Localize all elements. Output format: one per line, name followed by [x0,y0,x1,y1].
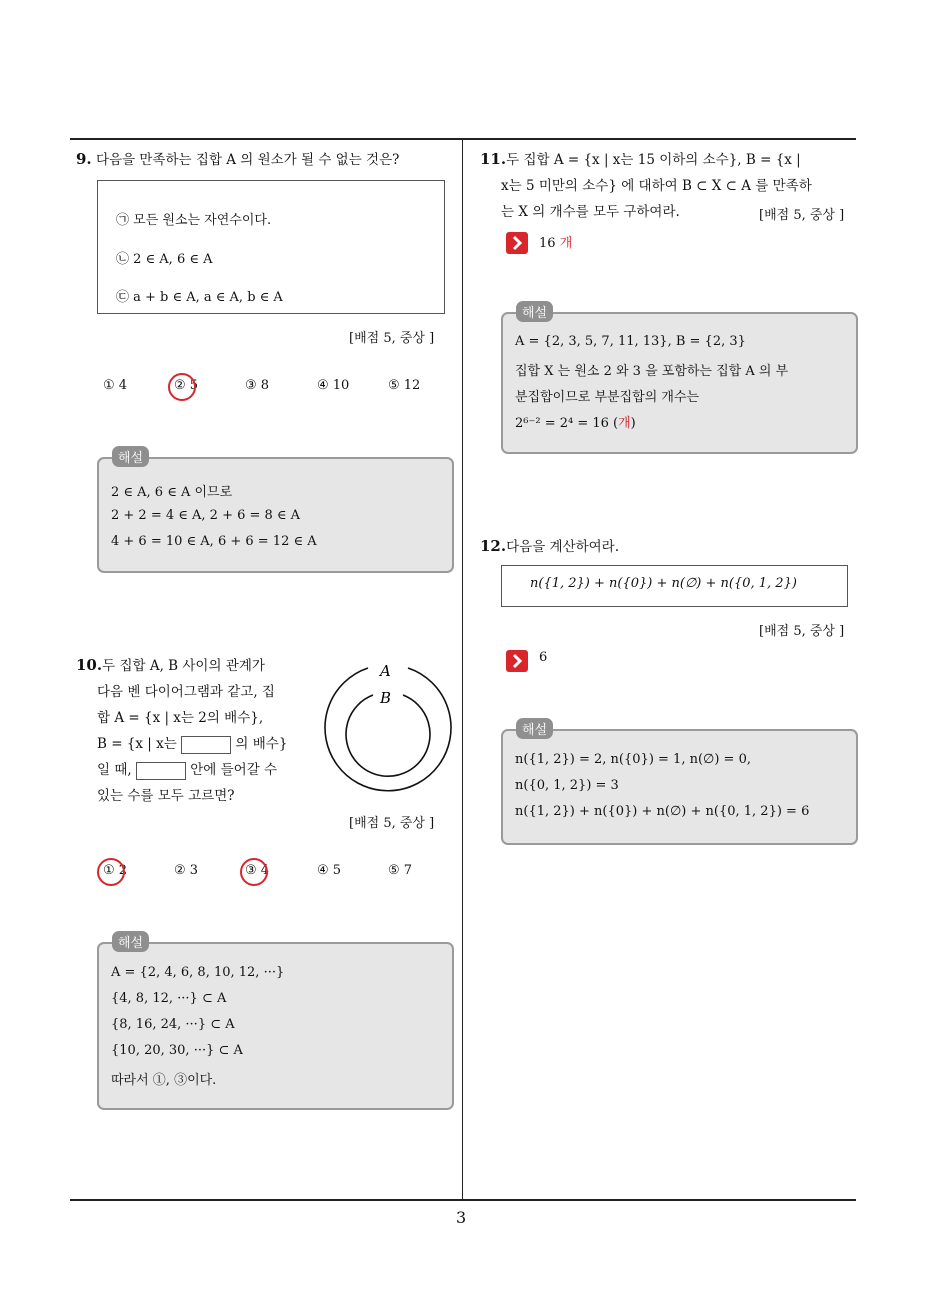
q9-solution-1: 2 ∈ A, 6 ∈ A 이므로 [111,485,233,500]
q11-solution-tag: 해설 [516,301,553,322]
q10-question [76,652,316,809]
q10-solution-5: 따라서 ①, ③이다. [111,1073,217,1088]
q9-solution-2: 2 + 2 = 4 ∈ A, 2 + 6 = 8 ∈ A [111,508,301,523]
bottom-rule [70,1199,856,1201]
q9-question [76,146,399,173]
q11-answer-value: 16 [539,236,556,251]
venn-inner-circle [346,695,430,776]
q9-condition-2: ㉡ 2 ∈ A, 6 ∈ A [116,252,213,267]
q9-condition-box [97,180,445,314]
q12-solution-2: n({0, 1, 2}) = 3 [515,778,619,793]
q10-choice-4[interactable]: ④ 5 [317,863,342,878]
q10-score: [배점 5, 중상 ] [349,816,435,831]
q9-choice-4[interactable]: ④ 10 [317,378,350,393]
q9-choice-1[interactable]: ① 4 [103,378,128,393]
q10-answer-mark-2 [240,858,268,886]
q10-choice-5[interactable]: ⑤ 7 [388,863,413,878]
q12-text: 다음을 계산하여라. [506,539,620,555]
q11-line-2: x는 5 미만의 소수} 에 대하여 B ⊂ X ⊂ A 를 만족하 [501,178,812,194]
q10-venn-diagram [318,660,458,800]
q11-solution-formula: 2⁶⁻² = 2⁴ = 16 ( [515,416,619,431]
q11-solution-close: ) [630,416,636,431]
top-rule [70,138,856,140]
q10-line-5: 의 배수} [235,736,288,752]
q12-question [480,533,619,560]
q12-solution-box [501,729,858,845]
q10-choice-3[interactable]: ③ 4 [245,863,270,878]
q9-choice-5[interactable]: ⑤ 12 [388,378,421,393]
q10-choice-2[interactable]: ② 3 [174,863,199,878]
q9-number: 9. [76,150,92,168]
q9-choice-2[interactable]: ② 5 [174,378,199,393]
q9-solution-tag: 해설 [112,446,149,467]
q10-line-8: 있는 수를 모두 고르면? [97,788,235,804]
q9-answer-mark [168,373,199,401]
q10-blank-2[interactable] [136,762,186,780]
page-number: 3 [456,1208,467,1227]
q10-solution-4: {10, 20, 30, ···} ⊂ A [111,1043,243,1058]
q10-line-7: 안에 들어갈 수 [190,762,278,778]
q11-solution-3: 분집합이므로 부분집합의 개수는 [515,390,700,405]
q9-solution-3: 4 + 6 = 10 ∈ A, 6 + 6 = 12 ∈ A [111,534,317,549]
q10-line-6: 일 때, [97,762,132,778]
q10-blank-1[interactable] [181,736,231,754]
q11-answer-arrow-icon [506,232,528,254]
q10-solution-2: {4, 8, 12, ···} ⊂ A [111,991,227,1006]
q11-answer [539,232,572,251]
q9-choice-3[interactable]: ③ 8 [245,378,270,393]
q10-answer-mark-1 [97,858,128,886]
q9-text: 다음을 만족하는 집합 A 의 원소가 될 수 없는 것은? [95,152,400,168]
q10-line-3: 합 A = {x | x는 2의 배수}, [97,710,264,726]
q11-solution-unit: 개 [618,416,631,431]
q11-number: 11. [480,150,507,168]
q12-expression-box [501,565,848,607]
q12-solution-3: n({1, 2}) + n({0}) + n(∅) + n({0, 1, 2}) = 6 [515,804,810,819]
venn-label-a: A [380,662,391,680]
venn-outer-circle [325,668,451,791]
q9-score: [배점 5, 중상 ] [349,331,435,346]
q12-answer-value: 6 [539,650,548,665]
q12-answer-arrow-icon [506,650,528,672]
q10-line-1: 두 집합 A, B 사이의 관계가 [102,658,265,674]
q11-line-1: 두 집합 A = {x | x는 15 이하의 소수}, B = {x | [506,152,801,168]
q9-condition-3: ㉢ a + b ∈ A, a ∈ A, b ∈ A [116,290,283,305]
q11-solution-2: 집합 X 는 원소 2 와 3 을 포함하는 집합 A 의 부 [515,364,789,379]
q10-choice-1[interactable]: ① 2 [103,863,128,878]
q10-line-2: 다음 벤 다이어그램과 같고, 집 [97,684,275,700]
q11-solution-box [501,312,858,454]
q10-solution-1: A = {2, 4, 6, 8, 10, 12, ···} [111,965,285,980]
q11-answer-unit: 개 [559,236,573,251]
column-divider [462,138,463,1200]
q9-solution-box [97,457,454,573]
q10-number: 10. [76,656,103,674]
venn-label-b: B [380,689,392,707]
q11-solution-1: A = {2, 3, 5, 7, 11, 13}, B = {2, 3} [515,334,746,349]
q10-solution-tag: 해설 [112,931,149,952]
q12-solution-tag: 해설 [516,718,553,739]
q12-solution-1: n({1, 2}) = 2, n({0}) = 1, n(∅) = 0, [515,752,751,767]
q11-line-3: 는 X 의 개수를 모두 구하여라. [501,204,680,220]
q11-solution-4 [515,412,636,431]
q11-score: [배점 5, 중상 ] [759,208,845,223]
q9-condition-1: ㉠ 모든 원소는 자연수이다. [116,213,272,228]
q12-number: 12. [480,537,507,555]
q12-score: [배점 5, 중상 ] [759,624,845,639]
q10-solution-box [97,942,454,1110]
q10-line-4: B = {x | x는 [97,736,177,752]
q10-solution-3: {8, 16, 24, ···} ⊂ A [111,1017,235,1032]
q12-expression: n({1, 2}) + n({0}) + n(∅) + n({0, 1, 2}) [530,576,797,591]
